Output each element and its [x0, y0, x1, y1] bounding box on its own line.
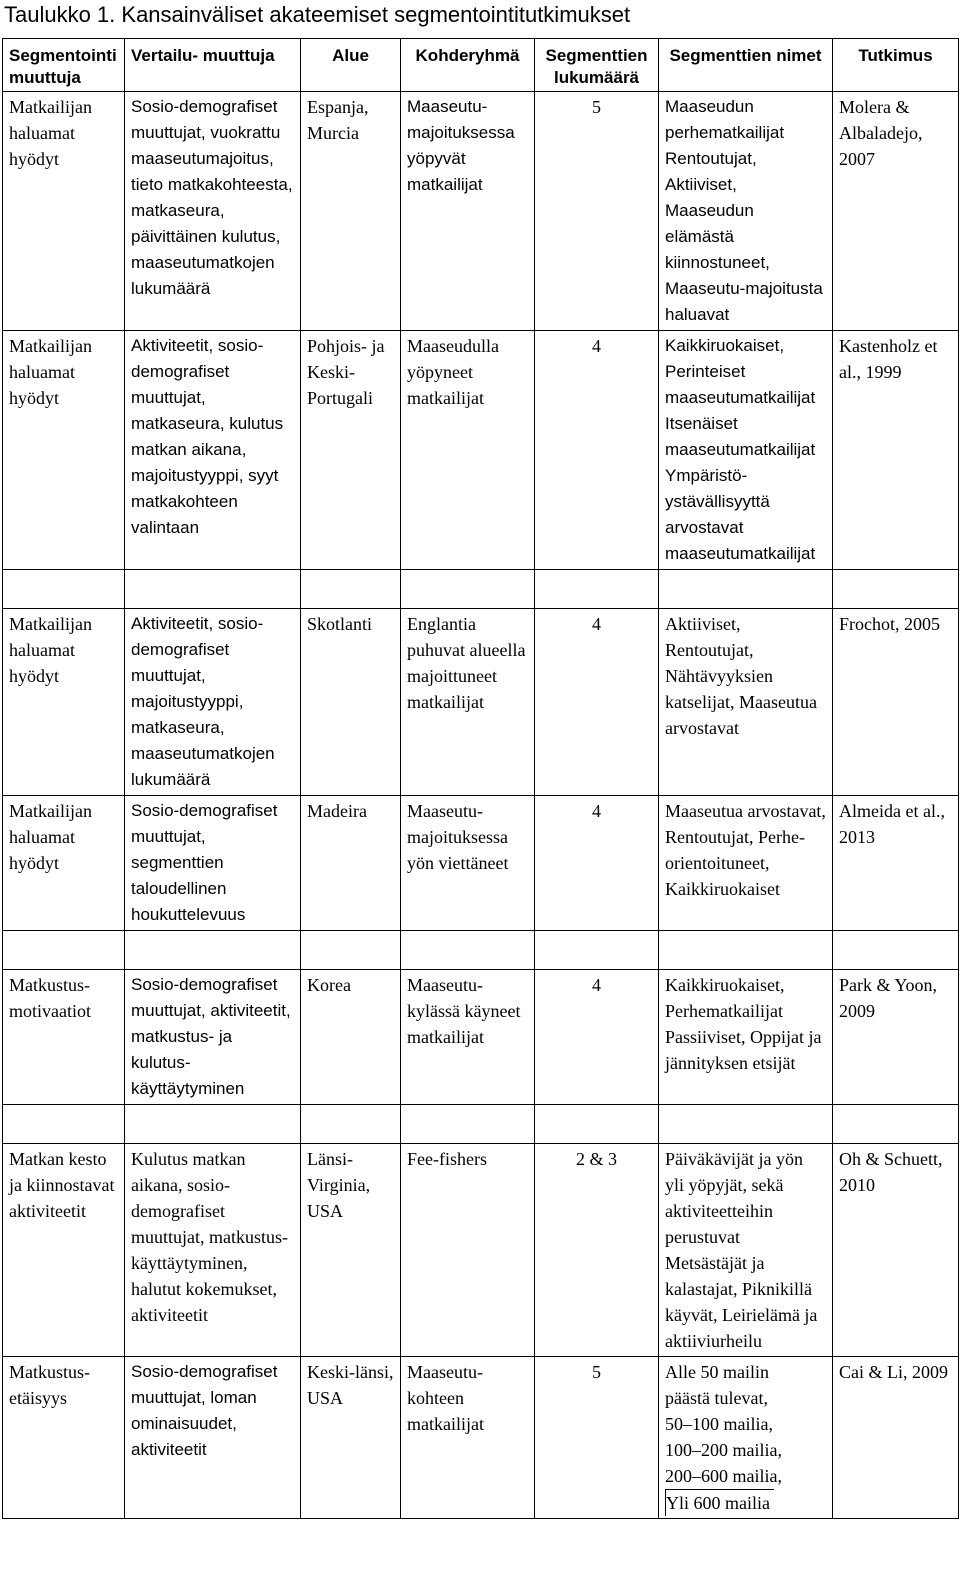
cell-segmentointi: Matkustus-etäisyys: [3, 1357, 125, 1519]
header-segmentointi: Segmentointi muuttuja: [3, 39, 125, 92]
cell-alue: Skotlanti: [301, 609, 401, 796]
distance-line: 50–100 mailia,: [665, 1414, 773, 1434]
cell-segmentointi: Matkan kesto ja kiinnostavat aktiviteetit: [3, 1144, 125, 1357]
cell-vertailu: Sosio-demografiset muuttujat, segmenttien taloudellinen houkuttelevuus: [125, 796, 301, 931]
cell-tutkimus: Cai & Li, 2009: [833, 1357, 959, 1519]
cell-tutkimus: Oh & Schuett, 2010: [833, 1144, 959, 1357]
distance-line: 200–600 mailia,: [665, 1466, 782, 1486]
table-row: [3, 92, 959, 331]
distance-line: Alle 50 mailin: [665, 1362, 769, 1382]
cell-vertailu: Aktiviteetit, sosio-demografiset muuttujat, majoitustyyppi, matkaseura, maaseutumatkojen lukumäärä: [125, 609, 301, 796]
cell-nimet: Kaikkiruokaiset, Perhematkailijat Passiiviset, Oppijat ja jännityksen etsijät: [659, 970, 833, 1105]
spacer-row: [3, 931, 959, 970]
header-tutkimus: Tutkimus: [833, 39, 959, 92]
table-row: [3, 796, 959, 931]
segmentation-studies-table: [2, 38, 959, 1519]
cell-alue: Espanja, Murcia: [301, 92, 401, 331]
table-row: [3, 970, 959, 1105]
cell-tutkimus: Almeida et al., 2013: [833, 796, 959, 931]
header-alue: Alue: [301, 39, 401, 92]
cell-segmentointi: Matkailijan haluamat hyödyt: [3, 609, 125, 796]
cell-lukumaara: 4: [535, 331, 659, 570]
cell-lukumaara: 4: [535, 796, 659, 931]
cell-vertailu: Kulutus matkan aikana, sosio-demografiset muuttujat, matkustus-käyttäytyminen, halutut kokemukset, aktiviteetit: [125, 1144, 301, 1357]
cell-lukumaara: 4: [535, 609, 659, 796]
cell-alue: Madeira: [301, 796, 401, 931]
cell-vertailu: Aktiviteetit, sosio-demografiset muuttujat, matkaseura, kulutus matkan aikana, majoitustyyppi, syyt matkakohteen valintaan: [125, 331, 301, 570]
cell-lukumaara: 4: [535, 970, 659, 1105]
header-nimet: Segmenttien nimet: [659, 39, 833, 92]
cell-alue: Keski-länsi, USA: [301, 1357, 401, 1519]
header-lukumaara: Segmenttien lukumäärä: [535, 39, 659, 92]
cell-tutkimus: Molera & Albaladejo, 2007: [833, 92, 959, 331]
cell-kohderyhma: Maaseutu-kohteen matkailijat: [401, 1357, 535, 1519]
cell-alue: Korea: [301, 970, 401, 1105]
cell-nimet: Aktiiviset, Rentoutujat, Nähtävyyksien katselijat, Maaseutua arvostavat: [659, 609, 833, 796]
cell-vertailu: Sosio-demografiset muuttujat, vuokrattu maaseutumajoitus, tieto matkakohteesta, matkaseura, päivittäinen kulutus, maaseutumatkojen lukumäärä: [125, 92, 301, 331]
cell-kohderyhma: Maaseutu-kylässä käyneet matkailijat: [401, 970, 535, 1105]
table-row: [3, 1144, 959, 1357]
table-row: [3, 331, 959, 570]
table-caption: Taulukko 1. Kansainväliset akateemiset segmentointitutkimukset: [4, 2, 631, 27]
cell-kohderyhma: Fee-fishers: [401, 1144, 535, 1357]
cell-nimet: Maaseudun perhematkailijat Rentoutujat, Aktiiviset, Maaseudun elämästä kiinnostuneet, Maaseutu-majoitusta haluavat: [659, 92, 833, 331]
cell-segmentointi: Matkustus-motivaatiot: [3, 970, 125, 1105]
cell-lukumaara: 5: [535, 1357, 659, 1519]
distance-line: Yli 600 mailia: [665, 1489, 774, 1516]
cell-segmentointi: Matkailijan haluamat hyödyt: [3, 331, 125, 570]
header-row: [3, 39, 959, 92]
cell-kohderyhma: Maaseudulla yöpyneet matkailijat: [401, 331, 535, 570]
cell-kohderyhma: Englantia puhuvat alueella majoittuneet matkailijat: [401, 609, 535, 796]
cell-kohderyhma: Maaseutu-majoituksessa yöpyvät matkailijat: [401, 92, 535, 331]
cell-alue: Pohjois- ja Keski-Portugali: [301, 331, 401, 570]
table-row: [3, 609, 959, 796]
cell-vertailu: Sosio-demografiset muuttujat, loman ominaisuudet, aktiviteetit: [125, 1357, 301, 1519]
cell-vertailu: Sosio-demografiset muuttujat, aktiviteetit, matkustus- ja kulutus-käyttäytyminen: [125, 970, 301, 1105]
cell-nimet: Päiväkävijät ja yön yli yöpyjät, sekä aktiviteetteihin perustuvat Metsästäjät ja kalastajat, Piknikillä käyvät, Leirielämä ja aktiiviurheilu: [659, 1144, 833, 1357]
cell-kohderyhma: Maaseutu-majoituksessa yön viettäneet: [401, 796, 535, 931]
cell-tutkimus: Frochot, 2005: [833, 609, 959, 796]
spacer-row: [3, 1105, 959, 1144]
cell-lukumaara: 2 & 3: [535, 1144, 659, 1357]
header-kohderyhma: Kohderyhmä: [401, 39, 535, 92]
cell-nimet: Kaikkiruokaiset, Perinteiset maaseutumatkailijat Itsenäiset maaseutumatkailijat Ympäristö-ystävällisyyttä arvostavat maaseutumatkailijat: [659, 331, 833, 570]
cell-tutkimus: Park & Yoon, 2009: [833, 970, 959, 1105]
cell-segmentointi: Matkailijan haluamat hyödyt: [3, 92, 125, 331]
spacer-row: [3, 570, 959, 609]
cell-alue: Länsi-Virginia, USA: [301, 1144, 401, 1357]
cell-nimet: Maaseutua arvostavat, Rentoutujat, Perhe-orientoituneet, Kaikkiruokaiset: [659, 796, 833, 931]
header-vertailu: Vertailu- muuttuja: [125, 39, 301, 92]
distance-line: 100–200 mailia,: [665, 1440, 782, 1460]
cell-lukumaara: 5: [535, 92, 659, 331]
table-row: [3, 1357, 959, 1519]
cell-tutkimus: Kastenholz et al., 1999: [833, 331, 959, 570]
cell-nimet: [659, 1357, 833, 1519]
cell-segmentointi: Matkailijan haluamat hyödyt: [3, 796, 125, 931]
distance-line: päästä tulevat,: [665, 1388, 768, 1408]
